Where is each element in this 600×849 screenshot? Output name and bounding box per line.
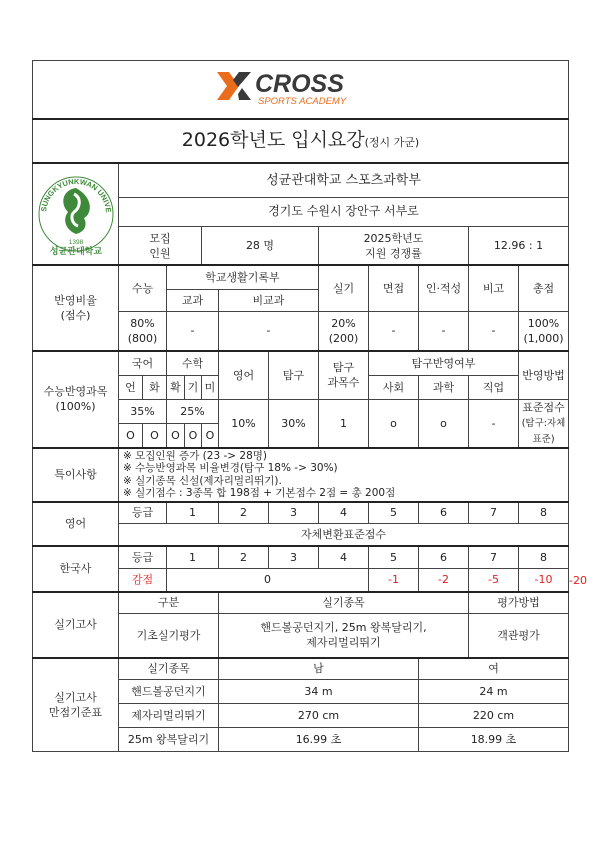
practical-header-events: 실기종목 — [219, 592, 469, 614]
suneung-header-korean: 국어 — [119, 351, 167, 375]
seal-year: 1398 — [68, 239, 83, 246]
english-grade: 3 — [269, 502, 319, 524]
perfect-header-female: 여 — [419, 658, 569, 680]
history-grade: 6 — [419, 546, 469, 569]
value-method-note: (탐구:자체표준) — [521, 417, 566, 445]
perfect-header-event: 실기종목 — [119, 658, 219, 680]
english-grade-label: 등급 — [119, 502, 167, 524]
ratio-value-interview: - — [369, 311, 419, 351]
compete-value: 12.96 : 1 — [469, 227, 569, 265]
ratio-value-other: - — [469, 311, 519, 351]
title-sub: (정시 가군) — [364, 135, 420, 149]
sub-hwak: 확 — [167, 375, 185, 399]
sub-eon: 언 — [119, 375, 143, 399]
history-grade: 7 — [469, 546, 519, 569]
history-deduct: -5 — [469, 569, 519, 592]
special-note: ※ 실기점수 : 3종목 합 198점 + 기본점수 2점 = 총 200점 — [123, 487, 396, 499]
english-grade: 7 — [469, 502, 519, 524]
history-deduct: -2 — [419, 569, 469, 592]
university-location: 경기도 수원시 장안구 서부로 — [119, 197, 569, 227]
english-grade: 4 — [319, 502, 369, 524]
perfect-female: 220 cm — [419, 704, 569, 728]
special-note: ※ 실기종목 신설(제자리멀리뛰기). — [123, 474, 282, 487]
mark-eon: O — [119, 423, 143, 447]
ratio-value-bigyogwa: - — [219, 311, 319, 351]
brand-name: CROSS — [254, 69, 344, 98]
value-method: 표준점수 — [522, 400, 565, 414]
english-grade: 1 — [167, 502, 219, 524]
brand-logo-cell — [33, 61, 569, 120]
perfect-female: 18.99 초 — [419, 728, 569, 752]
history-deduct-label: 감점 — [119, 569, 167, 592]
mark-gi: O — [185, 423, 202, 447]
sub-science: 과학 — [419, 375, 469, 399]
sub-mi: 미 — [202, 375, 219, 399]
special-notes — [119, 448, 569, 502]
english-note: 자체변환표준점수 — [119, 524, 569, 546]
suneung-header-inquiry-count: 탐구 과목수 — [319, 351, 369, 399]
perfect-event: 제자리멀리뛰기 — [119, 704, 219, 728]
perfect-male: 16.99 초 — [219, 728, 419, 752]
value-math: 25% — [167, 399, 219, 423]
value-society: o — [369, 399, 419, 448]
ratio-value-total: 100% (1,000) — [519, 311, 569, 351]
suneung-header-inquiry-reflect: 탐구반영여부 — [369, 351, 519, 375]
perfect-event: 핸드볼공던지기 — [119, 680, 219, 704]
history-grade: 8 — [519, 546, 569, 569]
perfect-male: 270 cm — [219, 704, 419, 728]
value-method-cell — [519, 399, 569, 448]
ratio-header-school: 학교생활기록부 — [167, 265, 319, 289]
compete-label: 2025학년도 지원 경쟁률 — [319, 227, 469, 265]
university-name: 성균관대학교 스포츠과학부 — [119, 163, 569, 197]
value-inquiry-count: 1 — [319, 399, 369, 448]
english-grade: 8 — [519, 502, 569, 524]
practical-type: 기초실기평가 — [119, 614, 219, 658]
value-english: 10% — [219, 399, 269, 448]
suneung-header-english: 영어 — [219, 351, 269, 399]
title-main: 2026학년도 입시요강 — [181, 128, 365, 151]
special-note: ※ 모집인원 증가 (23 -> 28명) — [123, 449, 267, 462]
suneung-header-math: 수학 — [167, 351, 219, 375]
ratio-header-other: 비고 — [469, 265, 519, 311]
perfect-event: 25m 왕복달리기 — [119, 728, 219, 752]
page-title — [33, 119, 569, 163]
perfect-male: 34 m — [219, 680, 419, 704]
history-grade: 3 — [269, 546, 319, 569]
seal-text: SUNGKYUNKWAN UNIVE — [38, 176, 113, 214]
ratio-header-gyogwa: 교과 — [167, 289, 219, 311]
history-section-label: 한국사 — [33, 546, 119, 592]
ratio-header-total: 총점 — [519, 265, 569, 311]
history-grade: 5 — [369, 546, 419, 569]
seal-korean: 성균관대학교 — [49, 246, 102, 256]
recruit-value: 28 명 — [202, 227, 319, 265]
ratio-header-interview: 면접 — [369, 265, 419, 311]
practical-header-eval: 평가방법 — [469, 592, 569, 614]
history-deduct-first: 0 — [167, 569, 369, 592]
sub-hwa: 화 — [143, 375, 167, 399]
english-grade: 2 — [219, 502, 269, 524]
mark-hwak: O — [167, 423, 185, 447]
value-korean: 35% — [119, 399, 167, 423]
suneung-header-inquiry: 탐구 — [269, 351, 319, 399]
history-grade: 2 — [219, 546, 269, 569]
practical-eval: 객관평가 — [469, 614, 569, 658]
history-deduct: -1 — [369, 569, 419, 592]
perfect-female: 24 m — [419, 680, 569, 704]
ratio-value-character: - — [419, 311, 469, 351]
ratio-header-character: 인·적성 — [419, 265, 469, 311]
ratio-header-bigyogwa: 비교과 — [219, 289, 319, 311]
cross-logo — [211, 68, 391, 108]
practical-events: 핸드볼공던지기, 25m 왕복달리기, 제자리멀리뛰기 — [219, 614, 469, 658]
practical-section-label: 실기고사 — [33, 592, 119, 658]
practical-header-type: 구분 — [119, 592, 219, 614]
special-note: ※ 수능반영과목 비율변경(탐구 18% -> 30%) — [123, 462, 338, 474]
perfect-header-male: 남 — [219, 658, 419, 680]
value-job: - — [469, 399, 519, 448]
sub-job: 직업 — [469, 375, 519, 399]
sub-gi: 기 — [185, 375, 202, 399]
history-grade: 4 — [319, 546, 369, 569]
history-grade-label: 등급 — [119, 546, 167, 569]
ratio-header-suneung: 수능 — [119, 265, 167, 311]
university-seal — [36, 164, 116, 260]
university-seal-cell — [33, 163, 119, 265]
history-deduct: -10 — [519, 569, 569, 592]
value-inquiry: 30% — [269, 399, 319, 448]
ratio-value-gyogwa: - — [167, 311, 219, 351]
ratio-value-suneung: 80% (800) — [119, 311, 167, 351]
brand-tagline: SPORTS ACADEMY — [257, 95, 346, 107]
suneung-header-method: 반영방법 — [519, 351, 569, 399]
perfect-section-label: 실기고사 만점기준표 — [33, 658, 119, 752]
english-grade: 6 — [419, 502, 469, 524]
value-science: o — [419, 399, 469, 448]
suneung-section-label: 수능반영과목 (100%) — [33, 351, 119, 448]
recruit-label: 모집 인원 — [119, 227, 202, 265]
mark-hwa: O — [143, 423, 167, 447]
admission-sheet: CROSS SPORTS ACADEMY 2026학년도 입시요강(정시 가군) SUNGKYUNKWAN UNIVE 1398 성균관대학교 성균관대학교 스포츠과학부 경기도 수원시 장안구 서부로 모집 인원 28 명 2025학년도 지원 경쟁률 12.96 : 1 반영비율 (점수) 수능 학교생활기록부 실기 면접 인·적성 비고 총점 교과 비교과 80% (800) - - 20% (200) - - - 100% (1,000) 수능반영과목 (100%) 국어 수학 영어 탐구 탐구 과목수 탐구반영여부 반영방법 언 화 확 기 미 사회 과학 직업 35% 25% 10% 30% 1 o o - 표준점수 (탐구:자체표준) O O O O O 특이사항 ※ 모집인원 증가 (23 -> 28명) ※ 수능반영과목 비율변경(탐구 18% -> 30%) ※ 실기종목 신설(제자리멀리뛰기). ※ 실기점수 : 3종목 합 198점 + 기본점수 2점 = 총 200점 영어 등급 1 2 3 4 5 6 7 8 자체변환표준점수 한국사 등급 1 2 3 4 5 6 7 8 감점 0 -1 -2 -5 -10 -20 실기고사 구분 실기종목 평가방법 기초실기평가 핸드볼공던지기, 25m 왕복달리기, 제자리멀리뛰기 객관평가 실기고사 만점기준표 실기종목 남 여 핸드볼공던지기 34 m 24 m 제자리멀리뛰기 270 cm 220 cm 25m 왕복달리기 16.99 초 18.99 초 — [32, 60, 568, 788]
mark-mi: O — [202, 423, 219, 447]
english-section-label: 영어 — [33, 502, 119, 546]
special-section-label: 특이사항 — [33, 448, 119, 502]
ratio-value-silgi: 20% (200) — [319, 311, 369, 351]
ratio-section-label: 반영비율 (점수) — [33, 265, 119, 351]
sub-society: 사회 — [369, 375, 419, 399]
english-grade: 5 — [369, 502, 419, 524]
ratio-header-silgi: 실기 — [319, 265, 369, 311]
history-grade: 1 — [167, 546, 219, 569]
